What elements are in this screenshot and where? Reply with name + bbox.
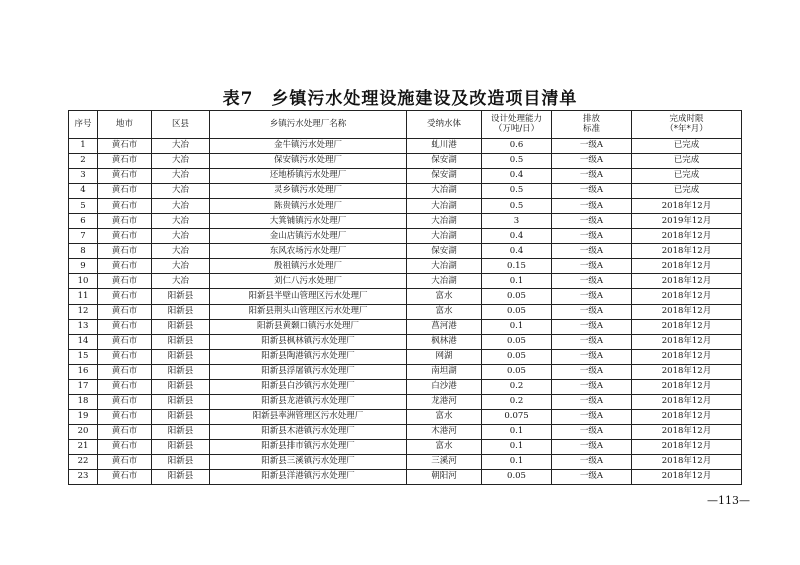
cell-city: 黄石市 xyxy=(98,364,152,379)
cell-deadline: 2018年12月 xyxy=(632,334,742,349)
cell-capacity: 0.6 xyxy=(482,139,552,154)
table-body xyxy=(69,139,742,485)
cell-plant-name: 阳新县龙港镇污水处理厂 xyxy=(210,394,407,409)
table-row xyxy=(69,244,742,259)
cell-standard: 一级A xyxy=(552,289,632,304)
cell-standard: 一级A xyxy=(552,379,632,394)
cell-county: 大冶 xyxy=(152,244,210,259)
header-deadline xyxy=(632,111,742,139)
cell-index: 8 xyxy=(69,244,98,259)
cell-standard: 一级A xyxy=(552,409,632,424)
cell-deadline: 2018年12月 xyxy=(632,274,742,289)
cell-standard: 一级A xyxy=(552,274,632,289)
cell-plant-name: 东风农场污水处理厂 xyxy=(210,244,407,259)
cell-standard: 一级A xyxy=(552,139,632,154)
cell-county: 大冶 xyxy=(152,169,210,184)
cell-standard: 一级A xyxy=(552,184,632,199)
cell-standard: 一级A xyxy=(552,424,632,439)
cell-capacity: 0.5 xyxy=(482,154,552,169)
table-row xyxy=(69,454,742,469)
cell-city: 黄石市 xyxy=(98,394,152,409)
cell-receiving-water: 大冶湖 xyxy=(407,259,482,274)
cell-deadline: 2018年12月 xyxy=(632,349,742,364)
table-row xyxy=(69,349,742,364)
cell-capacity: 0.1 xyxy=(482,274,552,289)
cell-capacity: 0.1 xyxy=(482,424,552,439)
cell-standard: 一级A xyxy=(552,319,632,334)
cell-city: 黄石市 xyxy=(98,139,152,154)
cell-plant-name: 灵乡镇污水处理厂 xyxy=(210,184,407,199)
cell-county: 阳新县 xyxy=(152,409,210,424)
cell-index: 19 xyxy=(69,409,98,424)
cell-index: 9 xyxy=(69,259,98,274)
cell-index: 6 xyxy=(69,214,98,229)
cell-deadline: 2018年12月 xyxy=(632,470,742,485)
cell-receiving-water: 网湖 xyxy=(407,349,482,364)
cell-index: 4 xyxy=(69,184,98,199)
cell-city: 黄石市 xyxy=(98,274,152,289)
cell-plant-name: 殷祖镇污水处理厂 xyxy=(210,259,407,274)
cell-city: 黄石市 xyxy=(98,454,152,469)
cell-plant-name: 金山店镇污水处理厂 xyxy=(210,229,407,244)
cell-county: 大冶 xyxy=(152,139,210,154)
cell-index: 2 xyxy=(69,154,98,169)
cell-receiving-water: 木港河 xyxy=(407,424,482,439)
header-plant-name: 乡镇污水处理厂名称 xyxy=(210,111,407,139)
cell-receiving-water: 大冶湖 xyxy=(407,199,482,214)
cell-plant-name: 阳新县三溪镇污水处理厂 xyxy=(210,454,407,469)
cell-receiving-water: 保安湖 xyxy=(407,244,482,259)
cell-city: 黄石市 xyxy=(98,154,152,169)
cell-capacity: 0.05 xyxy=(482,304,552,319)
cell-plant-name: 阳新县黄颡口镇污水处理厂 xyxy=(210,319,407,334)
cell-deadline: 2018年12月 xyxy=(632,199,742,214)
cell-receiving-water: 白沙港 xyxy=(407,379,482,394)
cell-receiving-water: 保安湖 xyxy=(407,154,482,169)
header-capacity-line1: 设计处理能力 xyxy=(490,114,542,125)
cell-plant-name: 阳新县洋港镇污水处理厂 xyxy=(210,470,407,485)
cell-city: 黄石市 xyxy=(98,304,152,319)
cell-city: 黄石市 xyxy=(98,259,152,274)
cell-plant-name: 还地桥镇污水处理厂 xyxy=(210,169,407,184)
cell-county: 大冶 xyxy=(152,214,210,229)
cell-county: 阳新县 xyxy=(152,349,210,364)
cell-standard: 一级A xyxy=(552,154,632,169)
cell-index: 17 xyxy=(69,379,98,394)
project-list-table xyxy=(68,110,742,485)
cell-standard: 一级A xyxy=(552,169,632,184)
cell-city: 黄石市 xyxy=(98,379,152,394)
cell-county: 阳新县 xyxy=(152,394,210,409)
cell-county: 阳新县 xyxy=(152,334,210,349)
cell-standard: 一级A xyxy=(552,470,632,485)
cell-capacity: 0.2 xyxy=(482,379,552,394)
cell-deadline: 2018年12月 xyxy=(632,289,742,304)
cell-city: 黄石市 xyxy=(98,424,152,439)
cell-receiving-water: 大冶湖 xyxy=(407,274,482,289)
cell-plant-name: 阳新县木港镇污水处理厂 xyxy=(210,424,407,439)
table-row xyxy=(69,409,742,424)
cell-capacity: 0.1 xyxy=(482,439,552,454)
cell-deadline: 2018年12月 xyxy=(632,319,742,334)
cell-receiving-water: 虬川港 xyxy=(407,139,482,154)
cell-deadline: 已完成 xyxy=(632,154,742,169)
cell-county: 阳新县 xyxy=(152,470,210,485)
cell-index: 15 xyxy=(69,349,98,364)
cell-standard: 一级A xyxy=(552,349,632,364)
cell-county: 阳新县 xyxy=(152,439,210,454)
cell-standard: 一级A xyxy=(552,214,632,229)
cell-deadline: 2019年12月 xyxy=(632,214,742,229)
cell-capacity: 0.4 xyxy=(482,169,552,184)
cell-receiving-water: 大冶湖 xyxy=(407,229,482,244)
cell-deadline: 2018年12月 xyxy=(632,259,742,274)
cell-plant-name: 阳新县陶港镇污水处理厂 xyxy=(210,349,407,364)
cell-city: 黄石市 xyxy=(98,349,152,364)
cell-deadline: 2018年12月 xyxy=(632,439,742,454)
table-row xyxy=(69,364,742,379)
cell-receiving-water: 朝阳河 xyxy=(407,470,482,485)
cell-deadline: 2018年12月 xyxy=(632,244,742,259)
cell-plant-name: 阳新县浮屠镇污水处理厂 xyxy=(210,364,407,379)
table-row xyxy=(69,304,742,319)
cell-deadline: 2018年12月 xyxy=(632,304,742,319)
cell-capacity: 0.4 xyxy=(482,244,552,259)
cell-index: 18 xyxy=(69,394,98,409)
cell-deadline: 2018年12月 xyxy=(632,409,742,424)
table-row xyxy=(69,154,742,169)
table-row xyxy=(69,470,742,485)
cell-deadline: 已完成 xyxy=(632,184,742,199)
cell-index: 11 xyxy=(69,289,98,304)
cell-capacity: 0.15 xyxy=(482,259,552,274)
cell-city: 黄石市 xyxy=(98,244,152,259)
cell-capacity: 0.05 xyxy=(482,349,552,364)
cell-city: 黄石市 xyxy=(98,409,152,424)
cell-standard: 一级A xyxy=(552,454,632,469)
table-row xyxy=(69,394,742,409)
cell-receiving-water: 菖河港 xyxy=(407,319,482,334)
cell-city: 黄石市 xyxy=(98,229,152,244)
cell-county: 大冶 xyxy=(152,199,210,214)
cell-deadline: 2018年12月 xyxy=(632,424,742,439)
header-capacity xyxy=(482,111,552,139)
cell-county: 阳新县 xyxy=(152,289,210,304)
cell-city: 黄石市 xyxy=(98,439,152,454)
table-header-row xyxy=(69,111,742,139)
cell-standard: 一级A xyxy=(552,364,632,379)
cell-county: 阳新县 xyxy=(152,454,210,469)
page-title: 表7 乡镇污水处理设施建设及改造项目清单 xyxy=(222,89,578,109)
header-receiving-water: 受纳水体 xyxy=(407,111,482,139)
table-row xyxy=(69,139,742,154)
cell-city: 黄石市 xyxy=(98,214,152,229)
cell-receiving-water: 龙港河 xyxy=(407,394,482,409)
cell-receiving-water: 大冶湖 xyxy=(407,214,482,229)
cell-county: 大冶 xyxy=(152,184,210,199)
cell-standard: 一级A xyxy=(552,199,632,214)
table-row xyxy=(69,184,742,199)
cell-plant-name: 阳新县半壁山管理区污水处理厂 xyxy=(210,289,407,304)
table-row xyxy=(69,274,742,289)
cell-standard: 一级A xyxy=(552,334,632,349)
header-standard xyxy=(552,111,632,139)
table-row xyxy=(69,439,742,454)
cell-capacity: 0.05 xyxy=(482,470,552,485)
cell-city: 黄石市 xyxy=(98,289,152,304)
cell-index: 21 xyxy=(69,439,98,454)
table-row xyxy=(69,289,742,304)
cell-receiving-water: 大冶湖 xyxy=(407,184,482,199)
cell-city: 黄石市 xyxy=(98,334,152,349)
cell-capacity: 0.1 xyxy=(482,319,552,334)
cell-plant-name: 阳新县白沙镇污水处理厂 xyxy=(210,379,407,394)
table-row xyxy=(69,229,742,244)
cell-index: 23 xyxy=(69,470,98,485)
cell-index: 13 xyxy=(69,319,98,334)
cell-county: 大冶 xyxy=(152,259,210,274)
header-standard-line1: 排放 xyxy=(582,114,600,125)
cell-city: 黄石市 xyxy=(98,169,152,184)
cell-deadline: 2018年12月 xyxy=(632,454,742,469)
cell-deadline: 2018年12月 xyxy=(632,364,742,379)
cell-receiving-water: 枫林港 xyxy=(407,334,482,349)
cell-index: 7 xyxy=(69,229,98,244)
table-row xyxy=(69,424,742,439)
cell-county: 阳新县 xyxy=(152,319,210,334)
cell-receiving-water: 南坦湖 xyxy=(407,364,482,379)
cell-plant-name: 阳新县枫林镇污水处理厂 xyxy=(210,334,407,349)
cell-plant-name: 阳新县排市镇污水处理厂 xyxy=(210,439,407,454)
cell-deadline: 2018年12月 xyxy=(632,229,742,244)
page-number: —113— xyxy=(707,494,750,507)
cell-standard: 一级A xyxy=(552,244,632,259)
cell-index: 16 xyxy=(69,364,98,379)
table-row xyxy=(69,259,742,274)
header-deadline-line2: （*年*月） xyxy=(665,123,708,134)
header-city: 地市 xyxy=(98,111,152,139)
table-row xyxy=(69,214,742,229)
cell-index: 5 xyxy=(69,199,98,214)
cell-capacity: 0.05 xyxy=(482,289,552,304)
cell-capacity: 0.5 xyxy=(482,184,552,199)
cell-capacity: 0.05 xyxy=(482,364,552,379)
cell-index: 1 xyxy=(69,139,98,154)
cell-index: 20 xyxy=(69,424,98,439)
cell-index: 10 xyxy=(69,274,98,289)
cell-capacity: 0.075 xyxy=(482,409,552,424)
cell-receiving-water: 富水 xyxy=(407,439,482,454)
cell-city: 黄石市 xyxy=(98,319,152,334)
cell-receiving-water: 富水 xyxy=(407,304,482,319)
cell-standard: 一级A xyxy=(552,304,632,319)
cell-plant-name: 大箕铺镇污水处理厂 xyxy=(210,214,407,229)
table-row xyxy=(69,319,742,334)
cell-deadline: 已完成 xyxy=(632,169,742,184)
cell-index: 12 xyxy=(69,304,98,319)
header-county: 区县 xyxy=(152,111,210,139)
cell-city: 黄石市 xyxy=(98,199,152,214)
table-row xyxy=(69,169,742,184)
header-index: 序号 xyxy=(69,111,98,139)
cell-plant-name: 金牛镇污水处理厂 xyxy=(210,139,407,154)
cell-capacity: 0.5 xyxy=(482,199,552,214)
cell-plant-name: 保安镇污水处理厂 xyxy=(210,154,407,169)
cell-receiving-water: 富水 xyxy=(407,409,482,424)
cell-city: 黄石市 xyxy=(98,184,152,199)
cell-deadline: 2018年12月 xyxy=(632,394,742,409)
cell-deadline: 已完成 xyxy=(632,139,742,154)
cell-standard: 一级A xyxy=(552,394,632,409)
cell-county: 阳新县 xyxy=(152,364,210,379)
cell-plant-name: 阳新县率洲管理区污水处理厂 xyxy=(210,409,407,424)
cell-county: 大冶 xyxy=(152,229,210,244)
cell-capacity: 0.4 xyxy=(482,229,552,244)
cell-capacity: 0.05 xyxy=(482,334,552,349)
table-row xyxy=(69,379,742,394)
cell-plant-name: 刘仁八污水处理厂 xyxy=(210,274,407,289)
cell-deadline: 2018年12月 xyxy=(632,379,742,394)
cell-county: 大冶 xyxy=(152,274,210,289)
cell-county: 阳新县 xyxy=(152,379,210,394)
cell-county: 阳新县 xyxy=(152,304,210,319)
cell-standard: 一级A xyxy=(552,259,632,274)
cell-plant-name: 阳新县荆头山管理区污水处理厂 xyxy=(210,304,407,319)
cell-capacity: 0.1 xyxy=(482,454,552,469)
cell-standard: 一级A xyxy=(552,229,632,244)
cell-index: 22 xyxy=(69,454,98,469)
cell-capacity: 3 xyxy=(482,214,552,229)
table-row xyxy=(69,334,742,349)
header-standard-line2: 标准 xyxy=(582,123,600,134)
header-capacity-line2: （万吨/日） xyxy=(493,123,540,134)
cell-receiving-water: 三溪河 xyxy=(407,454,482,469)
header-deadline-line1: 完成时限 xyxy=(669,114,704,125)
cell-county: 大冶 xyxy=(152,154,210,169)
cell-receiving-water: 保安湖 xyxy=(407,169,482,184)
cell-index: 14 xyxy=(69,334,98,349)
cell-capacity: 0.2 xyxy=(482,394,552,409)
cell-receiving-water: 富水 xyxy=(407,289,482,304)
cell-city: 黄石市 xyxy=(98,470,152,485)
cell-index: 3 xyxy=(69,169,98,184)
cell-county: 阳新县 xyxy=(152,424,210,439)
table-row xyxy=(69,199,742,214)
cell-standard: 一级A xyxy=(552,439,632,454)
cell-plant-name: 陈贵镇污水处理厂 xyxy=(210,199,407,214)
